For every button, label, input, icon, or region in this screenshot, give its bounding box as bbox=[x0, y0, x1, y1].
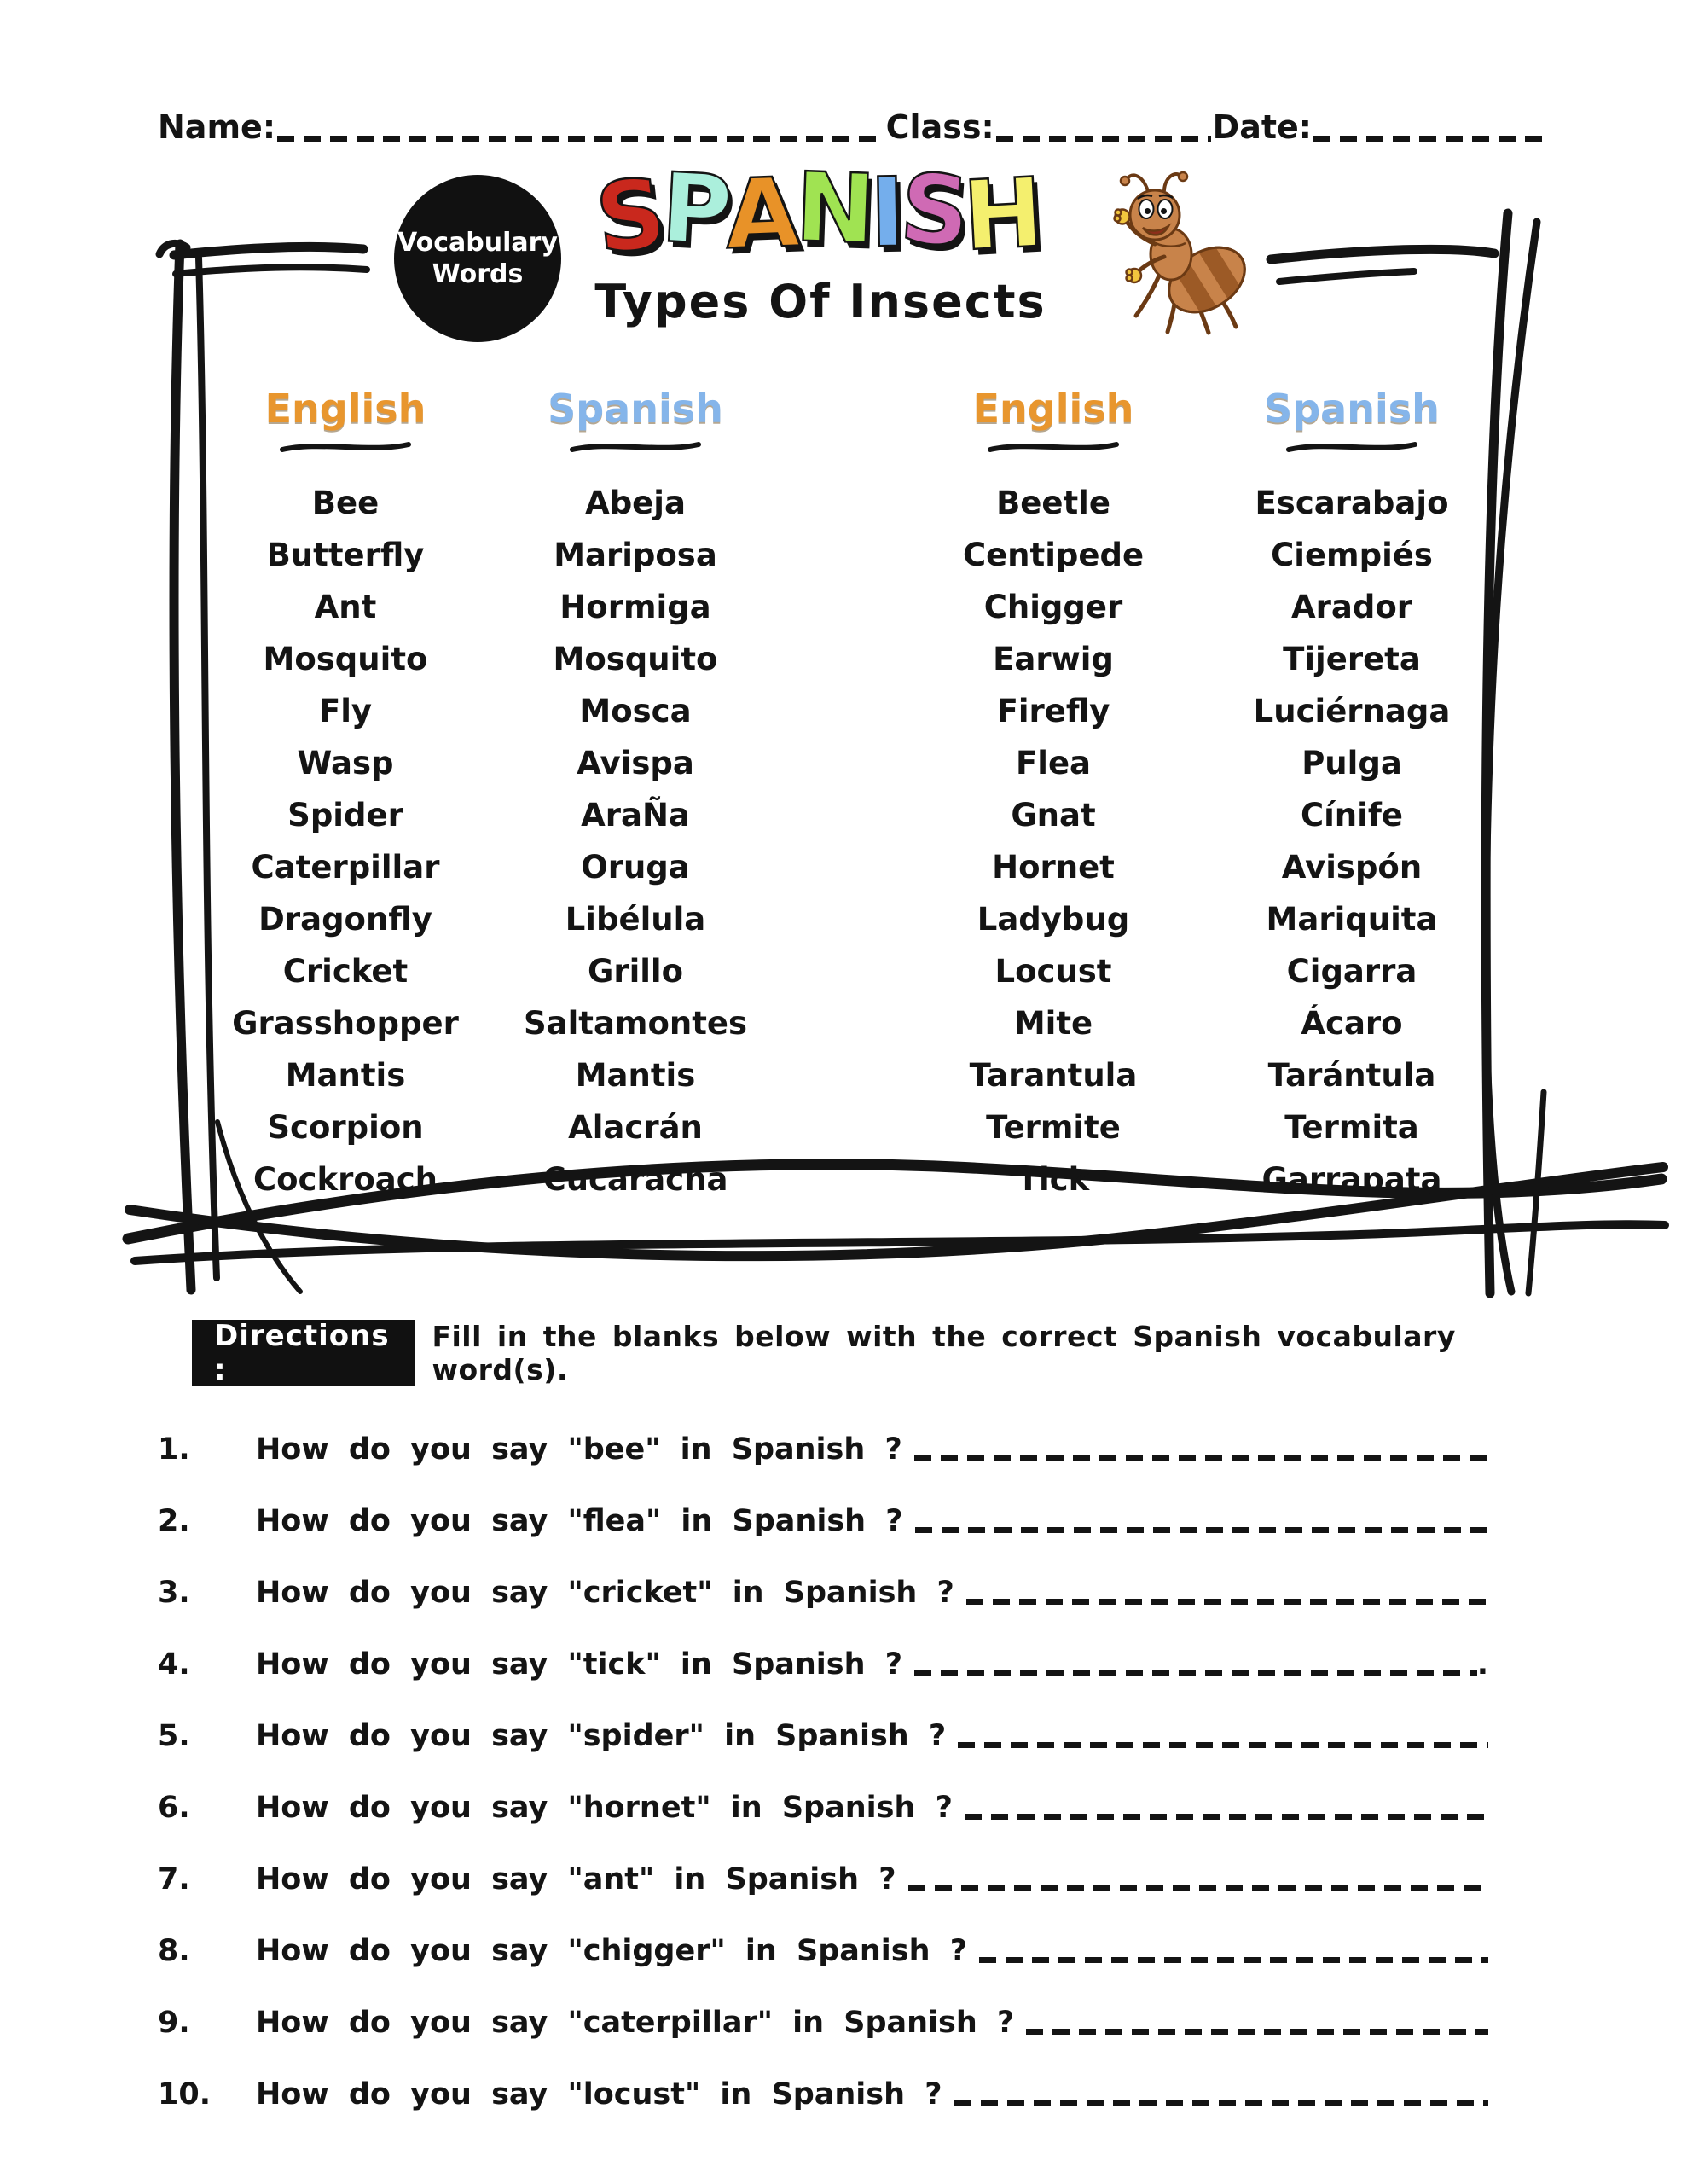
questions-list bbox=[158, 1394, 1488, 2111]
question-number: 2. bbox=[158, 1504, 190, 1539]
vocab-word-spanish: Arador bbox=[1290, 589, 1412, 625]
student-info-line bbox=[158, 101, 1544, 145]
question-trailing-punctuation: . bbox=[1476, 1647, 1488, 1682]
vocab-word-spanish: Oruga bbox=[581, 849, 690, 886]
question-text: How do you say "bee" in Spanish ? bbox=[256, 1432, 902, 1467]
title-letter: N bbox=[793, 152, 878, 266]
question-row bbox=[158, 1537, 1488, 1609]
question-text: How do you say "spider" in Spanish ? bbox=[256, 1719, 947, 1754]
question-text: How do you say "tick" in Spanish ? bbox=[256, 1647, 903, 1682]
ant-illustration bbox=[1100, 164, 1247, 341]
question-number: 8. bbox=[158, 1934, 190, 1969]
vocab-word-english: Mantis bbox=[285, 1057, 406, 1094]
vocab-word-english: Chigger bbox=[983, 589, 1123, 625]
vocab-word-english: Caterpillar bbox=[251, 849, 440, 886]
name-label: Name: bbox=[158, 108, 276, 146]
vocab-word-spanish: Alacrán bbox=[568, 1109, 703, 1146]
vocab-word-spanish: Mariquita bbox=[1266, 901, 1438, 938]
badge-line2: Words bbox=[432, 259, 524, 289]
vocab-word-english: Tarantula bbox=[969, 1057, 1138, 1094]
spanish-title bbox=[587, 152, 1054, 282]
question-number: 9. bbox=[158, 2006, 190, 2041]
vocab-column-english-right bbox=[908, 477, 1198, 1205]
vocab-word-spanish: Mosca bbox=[579, 693, 692, 729]
vocab-word-english: Scorpion bbox=[267, 1109, 424, 1146]
column-header-spanish-right: Spanish bbox=[1264, 386, 1440, 432]
answer-blank[interactable] bbox=[954, 2100, 1488, 2106]
answer-blank[interactable] bbox=[1026, 2029, 1488, 2035]
vocab-word-spanish: Mosquito bbox=[553, 641, 718, 677]
answer-blank[interactable] bbox=[908, 1885, 1488, 1891]
vocabulary-words-badge bbox=[394, 175, 561, 342]
title-letter: I bbox=[868, 157, 907, 270]
vocab-word-spanish: Tijereta bbox=[1283, 641, 1421, 677]
header-underline bbox=[490, 439, 780, 456]
vocab-word-english: Grasshopper bbox=[232, 1005, 459, 1042]
question-number: 3. bbox=[158, 1576, 190, 1611]
question-text: How do you say "flea" in Spanish ? bbox=[256, 1504, 903, 1539]
directions-label-box bbox=[192, 1320, 415, 1386]
question-text: How do you say "hornet" in Spanish ? bbox=[256, 1791, 953, 1826]
question-row bbox=[158, 1752, 1488, 1824]
question-number: 10. bbox=[158, 2077, 212, 2112]
question-row bbox=[158, 1896, 1488, 1967]
vocab-word-spanish: Libélula bbox=[565, 901, 706, 938]
answer-blank[interactable] bbox=[914, 1455, 1488, 1461]
vocab-word-spanish: Hormiga bbox=[559, 589, 711, 625]
question-text: How do you say "locust" in Spanish ? bbox=[256, 2077, 942, 2112]
vocab-word-english: Firefly bbox=[996, 693, 1110, 729]
vocab-word-english: Earwig bbox=[993, 641, 1114, 677]
vocab-column-spanish-right bbox=[1207, 477, 1497, 1205]
question-row bbox=[158, 1466, 1488, 1537]
question-number: 1. bbox=[158, 1432, 190, 1467]
vocab-word-spanish: Luciérnaga bbox=[1253, 693, 1451, 729]
directions-label: Directions : bbox=[214, 1319, 390, 1387]
question-row bbox=[158, 2039, 1488, 2111]
answer-blank[interactable] bbox=[965, 1814, 1488, 1820]
question-number: 4. bbox=[158, 1647, 190, 1682]
question-row bbox=[158, 1967, 1488, 2039]
date-blank[interactable] bbox=[1313, 136, 1542, 142]
question-row bbox=[158, 1681, 1488, 1752]
vocab-word-english: Ladybug bbox=[977, 901, 1130, 938]
answer-blank[interactable] bbox=[915, 1527, 1488, 1533]
class-label: Class: bbox=[885, 108, 994, 146]
title-letter: H bbox=[960, 157, 1046, 273]
vocab-word-spanish: Garrapata bbox=[1261, 1161, 1442, 1198]
vocab-word-spanish: Pulga bbox=[1301, 745, 1402, 781]
answer-blank[interactable] bbox=[979, 1957, 1488, 1963]
badge-line1: Vocabulary bbox=[397, 227, 558, 258]
vocab-word-spanish: Cínife bbox=[1300, 797, 1404, 834]
question-text: How do you say "chigger" in Spanish ? bbox=[256, 1934, 968, 1969]
answer-blank[interactable] bbox=[966, 1599, 1488, 1605]
question-text: How do you say "ant" in Spanish ? bbox=[256, 1862, 896, 1897]
vocab-word-spanish: Tarántula bbox=[1267, 1057, 1436, 1094]
date-label: Date: bbox=[1212, 108, 1312, 146]
vocab-word-spanish: Abeja bbox=[585, 485, 686, 521]
column-header-english-right: English bbox=[972, 386, 1134, 432]
question-text: How do you say "caterpillar" in Spanish ? bbox=[256, 2006, 1015, 2041]
vocab-word-english: Centipede bbox=[962, 537, 1145, 573]
vocab-word-english: Gnat bbox=[1011, 797, 1096, 834]
vocab-word-spanish: Ácaro bbox=[1301, 1005, 1403, 1042]
question-text: How do you say "cricket" in Spanish ? bbox=[256, 1576, 954, 1611]
answer-blank[interactable] bbox=[914, 1670, 1477, 1676]
vocab-word-english: Flea bbox=[1015, 745, 1092, 781]
vocab-column-english-left bbox=[200, 477, 490, 1205]
question-row bbox=[158, 1609, 1488, 1681]
vocab-word-spanish: Mantis bbox=[575, 1057, 696, 1094]
question-number: 6. bbox=[158, 1791, 190, 1826]
vocab-word-spanish: Avispón bbox=[1281, 849, 1423, 886]
vocab-word-spanish: Escarabajo bbox=[1255, 485, 1449, 521]
vocab-word-english: Beetle bbox=[996, 485, 1110, 521]
header-underline bbox=[1207, 439, 1497, 456]
question-number: 7. bbox=[158, 1862, 190, 1897]
answer-blank[interactable] bbox=[958, 1742, 1488, 1748]
worksheet-subtitle: Types Of Insects bbox=[594, 275, 1046, 328]
title-letter: S bbox=[896, 153, 974, 269]
vocab-word-spanish: Cucaracha bbox=[542, 1161, 728, 1198]
directions-text: Fill in the blanks below with the correct Spanish vocabulary word(s). bbox=[432, 1320, 1456, 1386]
column-header-spanish-left: Spanish bbox=[548, 386, 723, 432]
question-row bbox=[158, 1394, 1488, 1466]
header-underline bbox=[908, 439, 1198, 456]
title-letter: A bbox=[723, 157, 802, 271]
vocab-word-english: Locust bbox=[994, 953, 1112, 990]
vocab-word-english: Wasp bbox=[297, 745, 394, 781]
vocab-word-spanish: Avispa bbox=[577, 745, 694, 781]
vocab-word-english: Cricket bbox=[282, 953, 409, 990]
vocab-word-spanish: Termita bbox=[1284, 1109, 1419, 1146]
vocab-word-spanish: Saltamontes bbox=[523, 1005, 748, 1042]
vocab-word-english: Tick bbox=[1017, 1161, 1090, 1198]
vocab-word-english: Bee bbox=[311, 485, 380, 521]
vocab-word-english: Fly bbox=[318, 693, 373, 729]
vocab-word-english: Dragonfly bbox=[258, 901, 432, 938]
title-letter: S bbox=[591, 158, 671, 276]
vocab-word-english: Butterfly bbox=[266, 537, 425, 573]
name-blank[interactable] bbox=[277, 136, 884, 142]
vocab-word-spanish: Grillo bbox=[587, 953, 684, 990]
title-letter: P bbox=[658, 152, 735, 268]
vocab-word-english: Mosquito bbox=[263, 641, 428, 677]
vocab-word-spanish: Ciempiés bbox=[1271, 537, 1433, 573]
vocab-word-spanish: Mariposa bbox=[554, 537, 717, 573]
vocab-word-english: Ant bbox=[314, 589, 377, 625]
vocab-word-english: Mite bbox=[1013, 1005, 1093, 1042]
vocab-word-english: Cockroach bbox=[252, 1161, 438, 1198]
vocab-word-spanish: AraÑa bbox=[581, 797, 690, 834]
question-number: 5. bbox=[158, 1719, 190, 1754]
vocab-word-spanish: Cigarra bbox=[1286, 953, 1417, 990]
vocab-word-english: Hornet bbox=[992, 849, 1115, 886]
class-blank[interactable] bbox=[996, 136, 1211, 142]
column-header-english-left: English bbox=[264, 386, 426, 432]
header-underline bbox=[200, 439, 490, 456]
vocab-column-spanish-left bbox=[490, 477, 780, 1205]
vocab-word-english: Spider bbox=[287, 797, 403, 834]
vocab-word-english: Termite bbox=[986, 1109, 1121, 1146]
question-row bbox=[158, 1824, 1488, 1896]
directions-row bbox=[192, 1319, 1488, 1387]
